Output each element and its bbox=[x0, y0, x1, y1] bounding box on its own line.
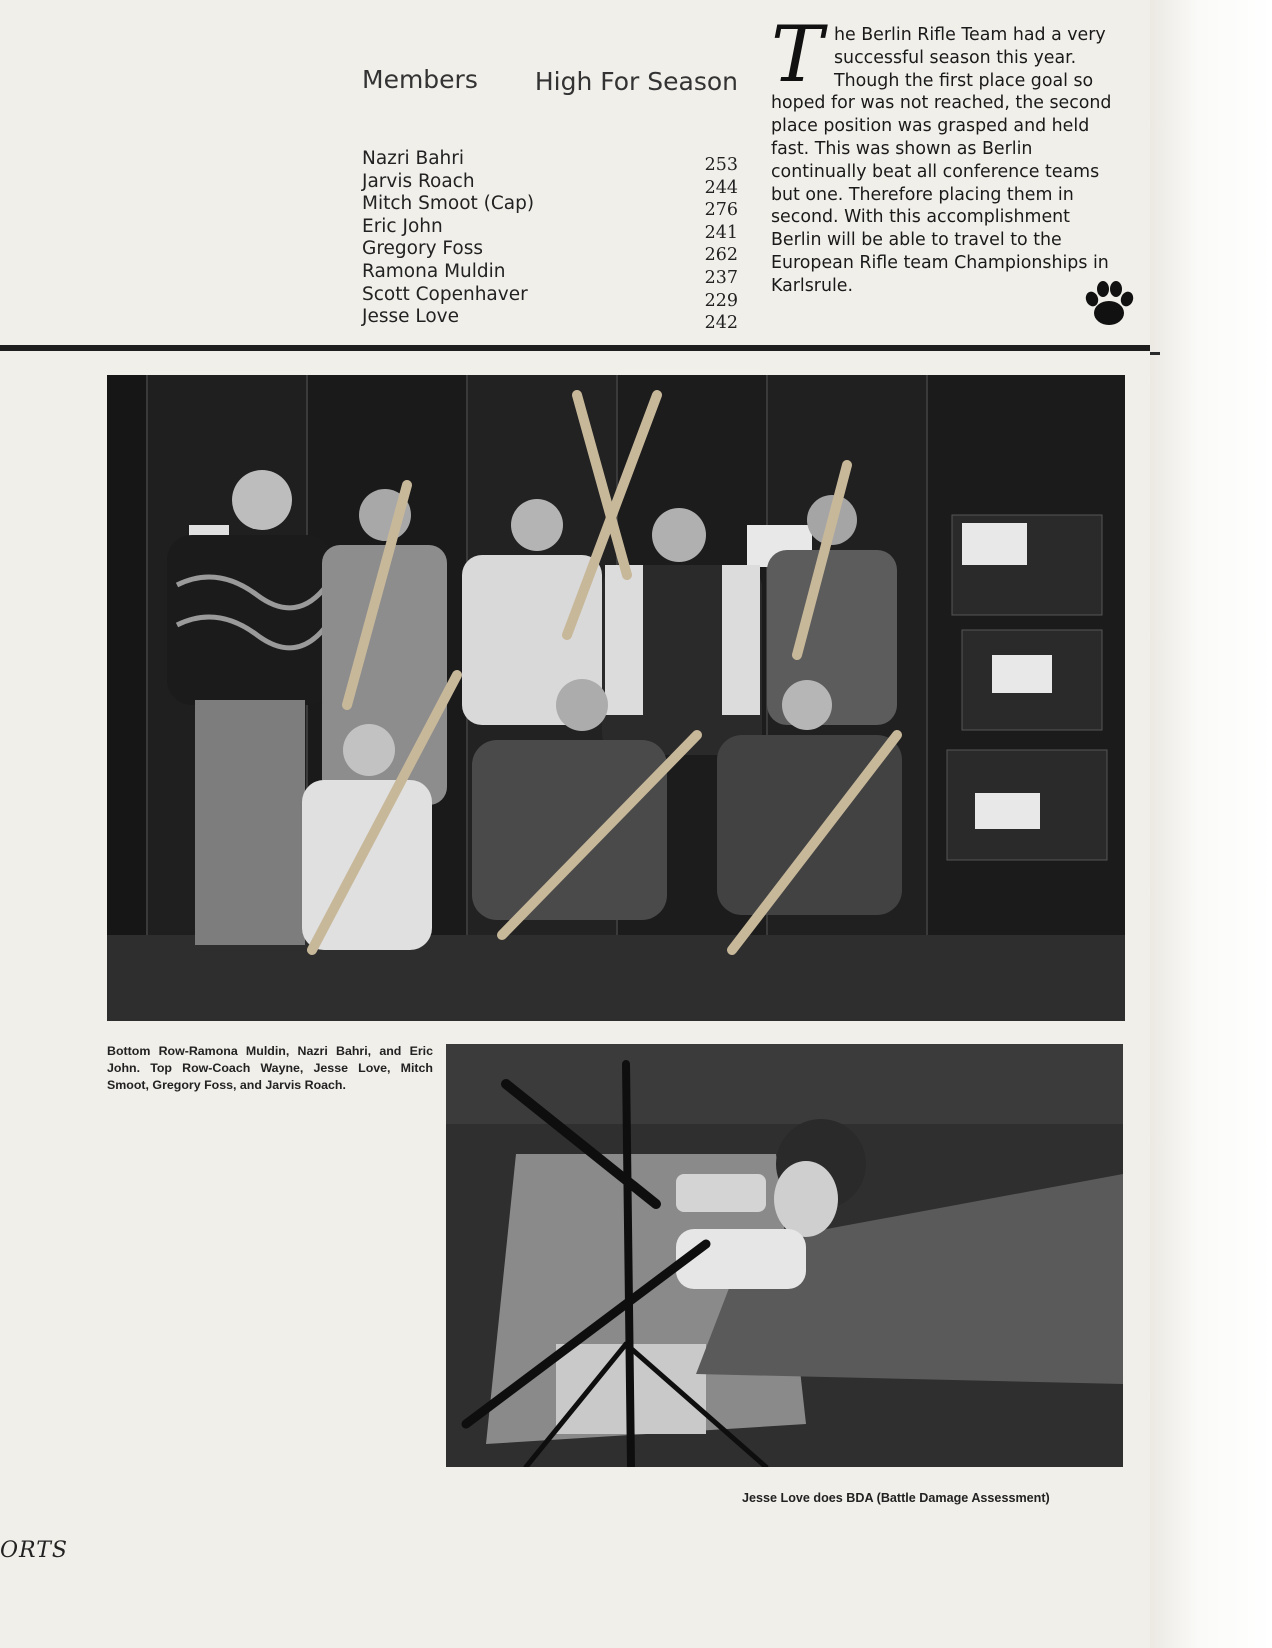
member-high-score: 229 bbox=[704, 290, 738, 311]
range-photo bbox=[446, 1044, 1123, 1467]
section-tag: ORTS bbox=[0, 1538, 68, 1563]
member-high-score: 237 bbox=[704, 267, 738, 288]
roster-row bbox=[362, 170, 738, 198]
roster-row bbox=[362, 260, 738, 288]
story-line: he Berlin Rifle Team had a very bbox=[834, 25, 1106, 45]
member-name: Eric John bbox=[362, 215, 443, 237]
member-high-score: 242 bbox=[704, 313, 738, 334]
member-name: Jesse Love bbox=[362, 306, 460, 328]
team-photo-image bbox=[107, 375, 1125, 1021]
story-line: Though the first place goal so bbox=[834, 70, 1094, 91]
range-photo-caption: Jesse Love does BDA (Battle Damage Assessment) bbox=[742, 1491, 1050, 1505]
range-photo-image bbox=[446, 1044, 1123, 1467]
paw-print-icon bbox=[1083, 277, 1135, 329]
team-photo bbox=[107, 375, 1125, 1021]
roster-row bbox=[362, 306, 738, 334]
roster-row bbox=[362, 283, 738, 311]
team-photo-caption: Bottom Row-Ramona Muldin, Nazri Bahri, and Eric John. Top Row-Coach Wayne, Jesse Love, Mitch Smoot, Gregory Foss, and Jarvis Roach. bbox=[107, 1044, 433, 1092]
roster-row bbox=[362, 148, 738, 175]
member-name: Jarvis Roach bbox=[362, 170, 475, 192]
story-text bbox=[771, 10, 1137, 298]
story-line: hoped for was not reached, the second bbox=[771, 93, 1112, 114]
member-name: Scott Copenhaver bbox=[362, 283, 528, 305]
drop-cap: T bbox=[771, 10, 824, 100]
story-line: Berlin will be able to travel to the bbox=[771, 230, 1062, 251]
story-line: fast. This was shown as Berlin bbox=[771, 138, 1033, 159]
member-high-score: 253 bbox=[704, 155, 738, 175]
section-divider bbox=[0, 345, 1150, 351]
member-high-score: 241 bbox=[704, 222, 738, 243]
members-column-header: Members bbox=[362, 65, 478, 94]
high-score-column-header: High For Season bbox=[534, 67, 738, 96]
member-high-score: 262 bbox=[704, 245, 738, 266]
member-name: Nazri Bahri bbox=[362, 148, 465, 169]
story-line: successful season this year. bbox=[834, 47, 1077, 68]
story-line: Karlsrule. bbox=[771, 275, 854, 296]
page-edge bbox=[1150, 0, 1272, 1648]
member-high-score: 244 bbox=[704, 177, 738, 198]
story-line: but one. Therefore placing them in bbox=[771, 184, 1074, 205]
roster-header bbox=[362, 65, 738, 105]
member-name: Mitch Smoot (Cap) bbox=[362, 193, 535, 215]
member-high-score: 276 bbox=[704, 200, 738, 221]
story-line: European Rifle team Championships in bbox=[771, 252, 1109, 273]
story-line: continually beat all conference teams bbox=[771, 161, 1100, 182]
roster-row bbox=[362, 215, 738, 243]
roster-row bbox=[362, 238, 738, 266]
roster-list bbox=[362, 148, 738, 334]
story-line: place position was grasped and held bbox=[771, 116, 1090, 137]
section-divider-edge bbox=[1150, 352, 1160, 355]
member-name: Ramona Muldin bbox=[362, 260, 506, 282]
roster-row bbox=[362, 193, 738, 221]
member-name: Gregory Foss bbox=[362, 238, 483, 260]
story-line: second. With this accomplishment bbox=[771, 207, 1070, 228]
